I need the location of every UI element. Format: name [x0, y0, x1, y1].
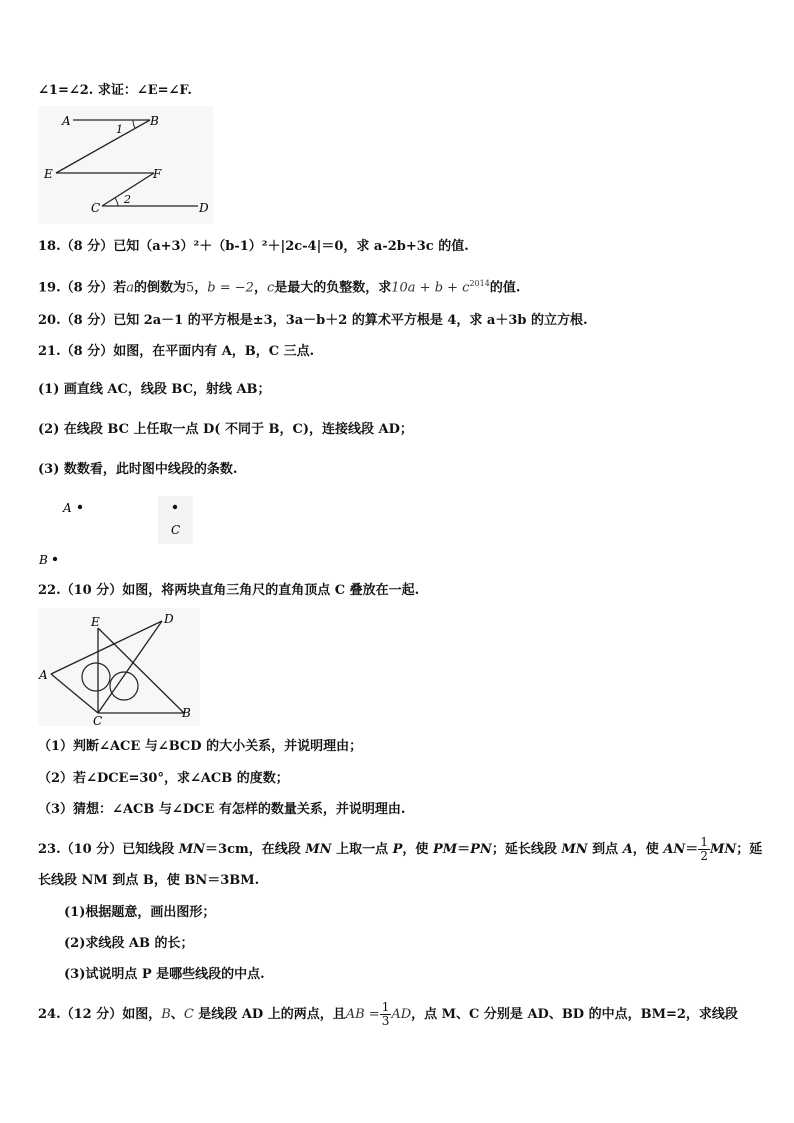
fig22-label-A: A	[39, 668, 48, 682]
q24: 24.（12 分）如图，B、C 是线段 AD 上的两点，且AB = $\frac{1}{3}$ AD，点 M、C 分别是 AD、BD 的中点，BM=2，求线段	[38, 1000, 738, 1028]
fraction-one-half: $\frac{1}{2}$	[700, 835, 708, 863]
q18: 18.（8 分）已知（a+3）²＋（b-1）²＋|2c-4|＝0，求 a-2b+3c 的值.	[38, 239, 469, 254]
q21-part2: (2) 在线段 BC 上任取一点 D( 不同于 B，C)，连接线段 AD；	[38, 422, 413, 437]
q22-part3: （3）猜想：∠ACB 与∠DCE 有怎样的数量关系，并说明理由.	[38, 802, 406, 817]
fig21-label-A: A	[63, 501, 72, 515]
fig17-label-E: E	[44, 167, 53, 181]
fig17-label-F: F	[153, 167, 162, 181]
fig22-label-C: C	[93, 714, 103, 726]
q23-part3: (3)试说明点 P 是哪些线段的中点.	[64, 967, 265, 982]
fig21-point-B	[53, 557, 57, 561]
fig21-point-A	[78, 505, 82, 509]
q23-line1: 23.（10 分）已知线段 MN＝3cm，在线段 MN 上取一点 P，使 PM＝PN；延长线段 MN 到点 A，使 AN＝ $\frac{1}{2}$ MN；延	[38, 835, 763, 863]
fig17-label-2: 2	[124, 193, 131, 206]
fig21-label-C: C	[171, 523, 181, 537]
fig17-label-D: D	[199, 201, 209, 215]
fig22-label-D: D	[164, 612, 174, 626]
fig17-label-C: C	[91, 201, 101, 215]
figure-17	[38, 106, 213, 224]
figure-22	[38, 608, 200, 726]
q23-line2: 长线段 NM 到点 B，使 BN＝3BM.	[38, 873, 260, 888]
q22-part2: （2）若∠DCE=30°，求∠ACB 的度数；	[38, 771, 289, 786]
figure-21	[38, 494, 208, 574]
q20: 20.（8 分）已知 2a－1 的平方根是±3，3a－b＋2 的算术平方根是 4，求 a＋3b 的立方根.	[38, 313, 588, 328]
fraction-one-third: $\frac{1}{3}$	[381, 1000, 390, 1028]
q19: 19.（8 分）若a的倒数为5，b = −2，c是最大的负整数，求$10a + b + c^{2014}$的值.	[38, 279, 521, 296]
fig22-label-B: B	[182, 706, 191, 720]
fig17-label-A: A	[62, 114, 71, 128]
q21-stem: 21.（8 分）如图，在平面内有 A，B，C 三点.	[38, 344, 315, 359]
q23-part1: (1)根据题意，画出图形；	[64, 905, 216, 920]
fig17-label-B: B	[150, 114, 159, 128]
fig21-label-B: B	[39, 553, 48, 567]
q23-part2: (2)求线段 AB 的长；	[64, 936, 194, 951]
q21-part1: (1) 画直线 AC，线段 BC，射线 AB；	[38, 382, 271, 397]
fig22-label-E: E	[91, 615, 100, 629]
q21-part3: (3) 数数看，此时图中线段的条数.	[38, 462, 238, 477]
fig21-point-C	[173, 505, 177, 509]
q17-tail: ∠1=∠2. 求证：∠E=∠F.	[38, 83, 192, 98]
fig17-label-1: 1	[116, 123, 123, 136]
q22-stem: 22.（10 分）如图，将两块直角三角尺的直角顶点 C 叠放在一起.	[38, 583, 420, 598]
q22-part1: （1）判断∠ACE 与∠BCD 的大小关系，并说明理由；	[38, 739, 363, 754]
